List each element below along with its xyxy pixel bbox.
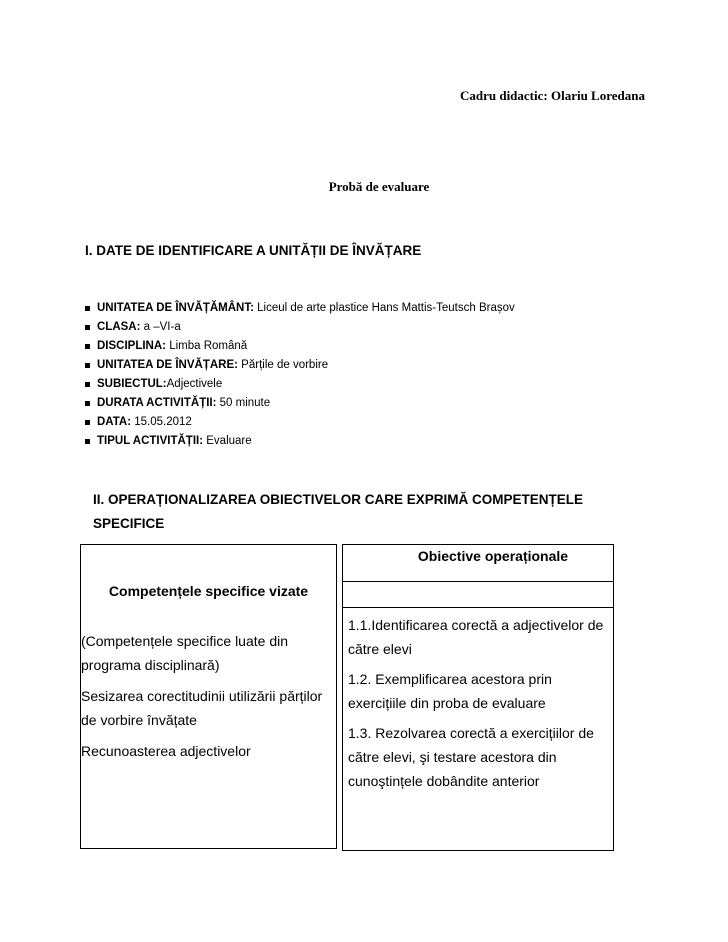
bullet-icon <box>85 439 90 444</box>
item-label: UNITATEA DE ÎNVĂȚARE: <box>97 359 238 371</box>
item-label: CLASA: <box>97 321 141 333</box>
teacher-name: Cadru didactic: Olariu Loredana <box>459 88 645 103</box>
item-label: TIPUL ACTIVITĂȚII: <box>97 435 204 447</box>
competences-list <box>81 629 337 770</box>
objectives-header: Obiective operaționale <box>417 548 569 564</box>
bullet-icon <box>85 382 90 387</box>
list-item <box>84 432 515 451</box>
row-divider <box>343 607 613 608</box>
item-value: Limba Română <box>166 340 248 352</box>
list-item <box>84 375 515 394</box>
objectives-list <box>348 613 613 799</box>
objectives-table-column <box>342 544 614 851</box>
objective-item: 1.1.Identificarea corectă a adjectivelor de către elevi <box>348 617 604 657</box>
objective-item: 1.3. Rezolvarea corectă a exercițiilor de către elevi, şi testare acestora din cunoştințele dobândite anterior <box>348 725 594 789</box>
list-item <box>84 337 515 356</box>
competence-item: Sesizarea corectitudinii utilizării părților de vorbire învățate <box>81 688 323 728</box>
list-item <box>84 394 515 413</box>
item-label: DATA: <box>97 416 132 428</box>
item-value: 50 minute <box>216 397 271 409</box>
list-item <box>84 299 515 318</box>
item-value: 15.05.2012 <box>131 416 192 428</box>
bullet-icon <box>85 363 90 368</box>
item-label: UNITATEA DE ÎNVĂȚĂMÂNT: <box>97 302 254 314</box>
item-value: Evaluare <box>203 435 252 447</box>
bullet-icon <box>85 401 90 406</box>
item-label: DURATA ACTIVITĂȚII: <box>97 397 217 409</box>
competence-item: (Competențele specifice luate din programa disciplinară) <box>81 633 289 673</box>
list-item <box>84 356 515 375</box>
section-1-heading: I. DATE DE IDENTIFICARE A UNITĂȚII DE ÎNVĂȚARE <box>85 243 422 258</box>
item-value: Liceul de arte plastice Hans Mattis-Teutsch Brașov <box>253 302 515 314</box>
document-title: Probă de evaluare <box>328 179 430 194</box>
bullet-icon <box>85 344 90 349</box>
objective-item: 1.2. Exemplificarea acestora prin exercițiile din proba de evaluare <box>348 671 552 711</box>
item-value: a –VI-a <box>140 321 181 333</box>
section-2-heading: II. OPERAȚIONALIZAREA OBIECTIVELOR CARE EXPRIMĂ COMPETENȚELE SPECIFICE <box>93 492 584 531</box>
identification-list <box>84 299 515 451</box>
item-label: DISCIPLINA: <box>97 340 166 352</box>
competences-header: Competențele specifice vizate <box>108 583 309 599</box>
row-divider <box>343 581 613 582</box>
competence-item: Recunoasterea adjectivelor <box>81 743 251 759</box>
item-label: SUBIECTUL: <box>97 378 167 390</box>
item-value: Adjectivele <box>166 378 223 390</box>
bullet-icon <box>85 306 90 311</box>
bullet-icon <box>85 325 90 330</box>
bullet-icon <box>85 420 90 425</box>
item-value: Părțile de vorbire <box>237 359 329 371</box>
list-item <box>84 318 515 337</box>
competences-table-column <box>80 544 337 849</box>
list-item <box>84 413 515 432</box>
